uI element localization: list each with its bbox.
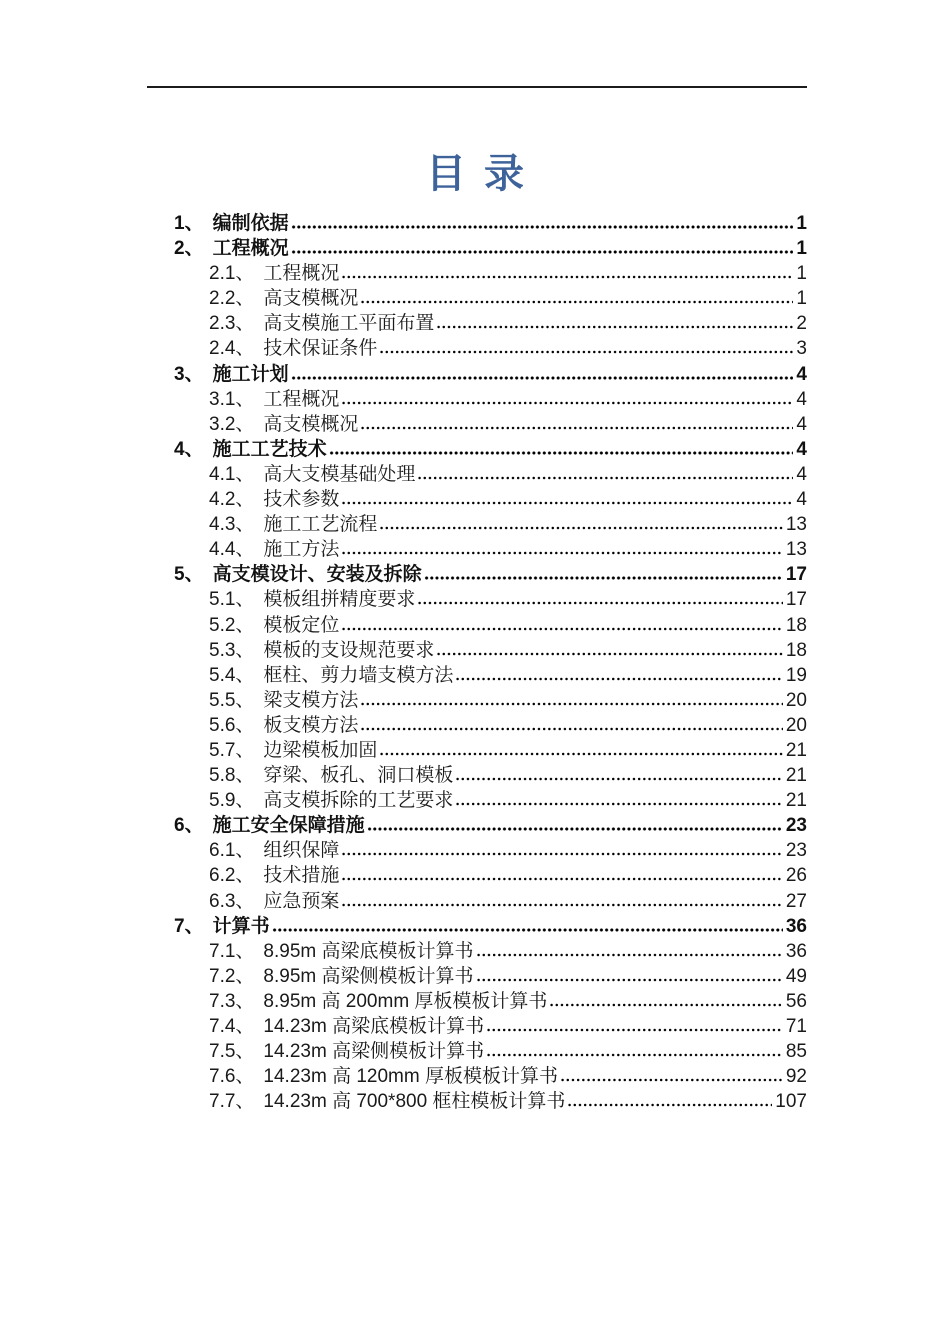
table-of-contents [147, 211, 807, 1114]
toc-entry-number: 4、 [174, 438, 204, 460]
toc-entry-title: 模板组拼精度要求 [263, 589, 416, 611]
dot-leader [291, 376, 794, 380]
dot-leader [455, 777, 782, 781]
toc-entry-title: 施工计划 [212, 363, 289, 385]
toc-entry-page: 23 [785, 840, 807, 862]
dot-leader [379, 526, 782, 530]
dot-leader [360, 426, 793, 430]
toc-entry[interactable] [147, 1064, 807, 1089]
toc-entry[interactable] [147, 914, 807, 939]
dot-leader [341, 551, 782, 555]
toc-entry-page: 56 [785, 990, 807, 1012]
toc-entry-number: 5.7、 [209, 739, 255, 761]
toc-entry-title: 穿梁、板孔、洞口模板 [263, 765, 454, 787]
toc-entry[interactable] [147, 1039, 807, 1064]
toc-entry-title: 工程概况 [263, 388, 340, 410]
dot-leader [341, 903, 782, 907]
toc-entry-number: 5.9、 [209, 790, 255, 812]
toc-entry-page: 85 [785, 1041, 807, 1063]
dot-leader [367, 827, 783, 831]
toc-entry-title: 技术措施 [263, 865, 340, 887]
toc-entry-number: 2.1、 [209, 263, 255, 285]
toc-entry-number: 7.4、 [209, 1016, 255, 1037]
dot-leader [360, 727, 782, 731]
dot-leader [341, 275, 793, 279]
toc-entry-number: 5.4、 [209, 664, 255, 686]
dot-leader [329, 451, 794, 455]
toc-entry-page: 3 [796, 338, 807, 360]
toc-entry-page: 21 [785, 765, 807, 787]
toc-entry-page: 4 [796, 388, 807, 410]
toc-entry-title: 梁支模方法 [263, 689, 359, 711]
toc-entry-title: 高支模拆除的工艺要求 [263, 790, 454, 812]
toc-entry-number: 5.1、 [209, 589, 255, 611]
toc-entry[interactable] [147, 939, 807, 964]
toc-entry-page: 1 [796, 213, 807, 234]
toc-entry-page: 13 [785, 539, 807, 561]
toc-entry[interactable] [147, 1014, 807, 1039]
toc-entry-number: 7.6、 [209, 1066, 255, 1088]
toc-entry[interactable] [147, 236, 807, 261]
toc-entry-page: 20 [785, 689, 807, 711]
toc-entry[interactable] [147, 562, 807, 587]
toc-entry[interactable] [147, 763, 807, 788]
dot-leader [476, 978, 783, 982]
toc-entry-page: 21 [785, 739, 807, 761]
toc-entry-number: 5.8、 [209, 765, 255, 787]
toc-entry-page: 1 [796, 288, 807, 310]
toc-entry-number: 4.2、 [209, 489, 255, 511]
toc-entry-title: 14.23m 高 700*800 框柱模板计算书 [263, 1091, 566, 1113]
dot-leader [272, 928, 783, 932]
toc-entry[interactable] [147, 286, 807, 311]
toc-entry-title: 应急预案 [263, 890, 340, 912]
toc-entry-title: 施工工艺流程 [263, 514, 378, 536]
dot-leader [360, 702, 782, 706]
dot-leader [560, 1078, 783, 1082]
toc-entry[interactable] [147, 336, 807, 361]
toc-entry-title: 编制依据 [212, 213, 289, 234]
dot-leader [341, 877, 782, 881]
dot-leader [341, 852, 782, 856]
dot-leader [291, 225, 794, 229]
toc-entry-number: 3、 [174, 363, 204, 385]
dot-leader [476, 953, 783, 957]
toc-entry-page: 17 [785, 564, 807, 586]
dot-leader [341, 627, 782, 631]
toc-entry-number: 2、 [174, 238, 204, 260]
toc-entry[interactable] [147, 989, 807, 1014]
toc-entry-page: 4 [796, 489, 807, 511]
toc-entry-title: 高支模概况 [263, 413, 359, 435]
toc-entry-number: 7、 [174, 915, 204, 937]
dot-leader [486, 1028, 783, 1032]
dot-leader [379, 350, 793, 354]
dot-leader [417, 601, 782, 605]
toc-entry[interactable] [147, 613, 807, 638]
page-title: 目 录 [426, 151, 528, 196]
toc-entry-page: 18 [785, 614, 807, 636]
toc-entry[interactable] [147, 738, 807, 763]
dot-leader [417, 476, 793, 480]
toc-entry-page: 4 [796, 438, 807, 460]
toc-entry-number: 2.2、 [209, 288, 255, 310]
dot-leader [436, 325, 793, 329]
toc-entry-page: 13 [785, 514, 807, 536]
toc-entry-title: 14.23m 高梁底模板计算书 [263, 1016, 485, 1037]
toc-entry[interactable] [147, 688, 807, 713]
toc-entry[interactable] [147, 412, 807, 437]
toc-entry[interactable] [147, 788, 807, 813]
toc-entry[interactable] [147, 863, 807, 888]
toc-entry-number: 7.7、 [209, 1091, 255, 1113]
toc-entry[interactable] [147, 663, 807, 688]
dot-leader [379, 752, 782, 756]
toc-entry-page: 26 [785, 865, 807, 887]
toc-entry-page: 4 [796, 413, 807, 435]
toc-entry-title: 工程概况 [263, 263, 340, 285]
toc-entry-title: 高大支模基础处理 [263, 463, 416, 485]
dot-leader [567, 1103, 772, 1107]
toc-entry[interactable] [147, 964, 807, 989]
dot-leader [455, 677, 782, 681]
toc-entry-page: 1 [796, 238, 807, 260]
toc-entry[interactable] [147, 487, 807, 512]
toc-entry-title: 工程概况 [212, 238, 289, 260]
toc-entry-number: 3.1、 [209, 388, 255, 410]
dot-leader [486, 1053, 783, 1057]
toc-entry-number: 7.1、 [209, 940, 255, 962]
toc-entry[interactable] [147, 889, 807, 914]
toc-entry-number: 7.2、 [209, 965, 255, 987]
toc-entry[interactable] [147, 462, 807, 487]
toc-entry-number: 2.3、 [209, 313, 255, 335]
dot-leader [341, 401, 793, 405]
toc-entry-number: 4.1、 [209, 463, 255, 485]
toc-entry-page: 92 [785, 1066, 807, 1088]
toc-entry[interactable] [147, 387, 807, 412]
toc-entry[interactable] [147, 838, 807, 863]
toc-entry[interactable] [147, 311, 807, 336]
toc-entry-number: 6.2、 [209, 865, 255, 887]
toc-entry-title: 高支模设计、安装及拆除 [212, 564, 422, 586]
toc-entry-title: 技术参数 [263, 489, 340, 511]
toc-entry-number: 5.6、 [209, 714, 255, 736]
toc-entry-page: 36 [785, 915, 807, 937]
toc-entry[interactable] [147, 261, 807, 286]
toc-entry-page: 20 [785, 714, 807, 736]
toc-entry-page: 19 [785, 664, 807, 686]
toc-entry-number: 5.5、 [209, 689, 255, 711]
toc-entry-page: 4 [796, 463, 807, 485]
toc-entry-number: 1、 [174, 213, 204, 234]
toc-entry-title: 技术保证条件 [263, 338, 378, 360]
toc-entry-number: 4.3、 [209, 514, 255, 536]
toc-entry-number: 5.2、 [209, 614, 255, 636]
dot-leader [549, 1003, 782, 1007]
toc-entry-title: 施工安全保障措施 [212, 815, 365, 837]
toc-entry[interactable] [147, 713, 807, 738]
toc-entry-page: 49 [785, 965, 807, 987]
toc-entry-title: 8.95m 高梁底模板计算书 [263, 940, 474, 962]
toc-entry-title: 边梁模板加固 [263, 739, 378, 761]
toc-entry-number: 5.3、 [209, 639, 255, 661]
toc-entry-title: 施工方法 [263, 539, 340, 561]
toc-entry-title: 板支模方法 [263, 714, 359, 736]
toc-entry-page: 71 [785, 1016, 807, 1037]
toc-entry-page: 21 [785, 790, 807, 812]
dot-leader [436, 652, 782, 656]
toc-entry-title: 8.95m 高梁侧模板计算书 [263, 965, 474, 987]
toc-entry-title: 高支模概况 [263, 288, 359, 310]
toc-entry[interactable] [147, 1089, 807, 1114]
dot-leader [424, 576, 783, 580]
toc-entry-title: 8.95m 高 200mm 厚板模板计算书 [263, 990, 548, 1012]
toc-entry-title: 施工工艺技术 [212, 438, 327, 460]
dot-leader [455, 802, 782, 806]
toc-entry-number: 7.3、 [209, 990, 255, 1012]
toc-entry-title: 14.23m 高 120mm 厚板模板计算书 [263, 1066, 558, 1088]
dot-leader [341, 501, 793, 505]
toc-entry-page: 2 [796, 313, 807, 335]
toc-entry-number: 4.4、 [209, 539, 255, 561]
toc-entry-page: 107 [775, 1091, 807, 1113]
toc-entry-number: 6.3、 [209, 890, 255, 912]
toc-entry-page: 17 [785, 589, 807, 611]
toc-entry-number: 6、 [174, 815, 204, 837]
toc-entry-number: 7.5、 [209, 1041, 255, 1063]
toc-entry[interactable] [147, 813, 807, 838]
toc-entry[interactable] [147, 437, 807, 462]
toc-entry-page: 4 [796, 363, 807, 385]
toc-entry[interactable] [147, 211, 807, 236]
toc-entry-number: 2.4、 [209, 338, 255, 360]
toc-entry-number: 6.1、 [209, 840, 255, 862]
toc-entry-title: 模板定位 [263, 614, 340, 636]
toc-entry-title: 组织保障 [263, 840, 340, 862]
toc-entry[interactable] [147, 638, 807, 663]
toc-entry[interactable] [147, 512, 807, 537]
toc-entry[interactable] [147, 362, 807, 387]
toc-entry-page: 23 [785, 815, 807, 837]
toc-entry-number: 3.2、 [209, 413, 255, 435]
toc-entry-page: 1 [796, 263, 807, 285]
toc-entry-number: 5、 [174, 564, 204, 586]
toc-entry-title: 计算书 [212, 915, 270, 937]
dot-leader [291, 250, 794, 254]
header-rule [147, 86, 807, 88]
toc-entry[interactable] [147, 587, 807, 612]
toc-entry-page: 36 [785, 940, 807, 962]
toc-entry-page: 27 [785, 890, 807, 912]
toc-entry-title: 模板的支设规范要求 [263, 639, 435, 661]
toc-entry-title: 14.23m 高梁侧模板计算书 [263, 1041, 485, 1063]
toc-entry-title: 框柱、剪力墙支模方法 [263, 664, 454, 686]
toc-entry-page: 18 [785, 639, 807, 661]
toc-entry-title: 高支模施工平面布置 [263, 313, 435, 335]
dot-leader [360, 300, 793, 304]
toc-entry[interactable] [147, 537, 807, 562]
